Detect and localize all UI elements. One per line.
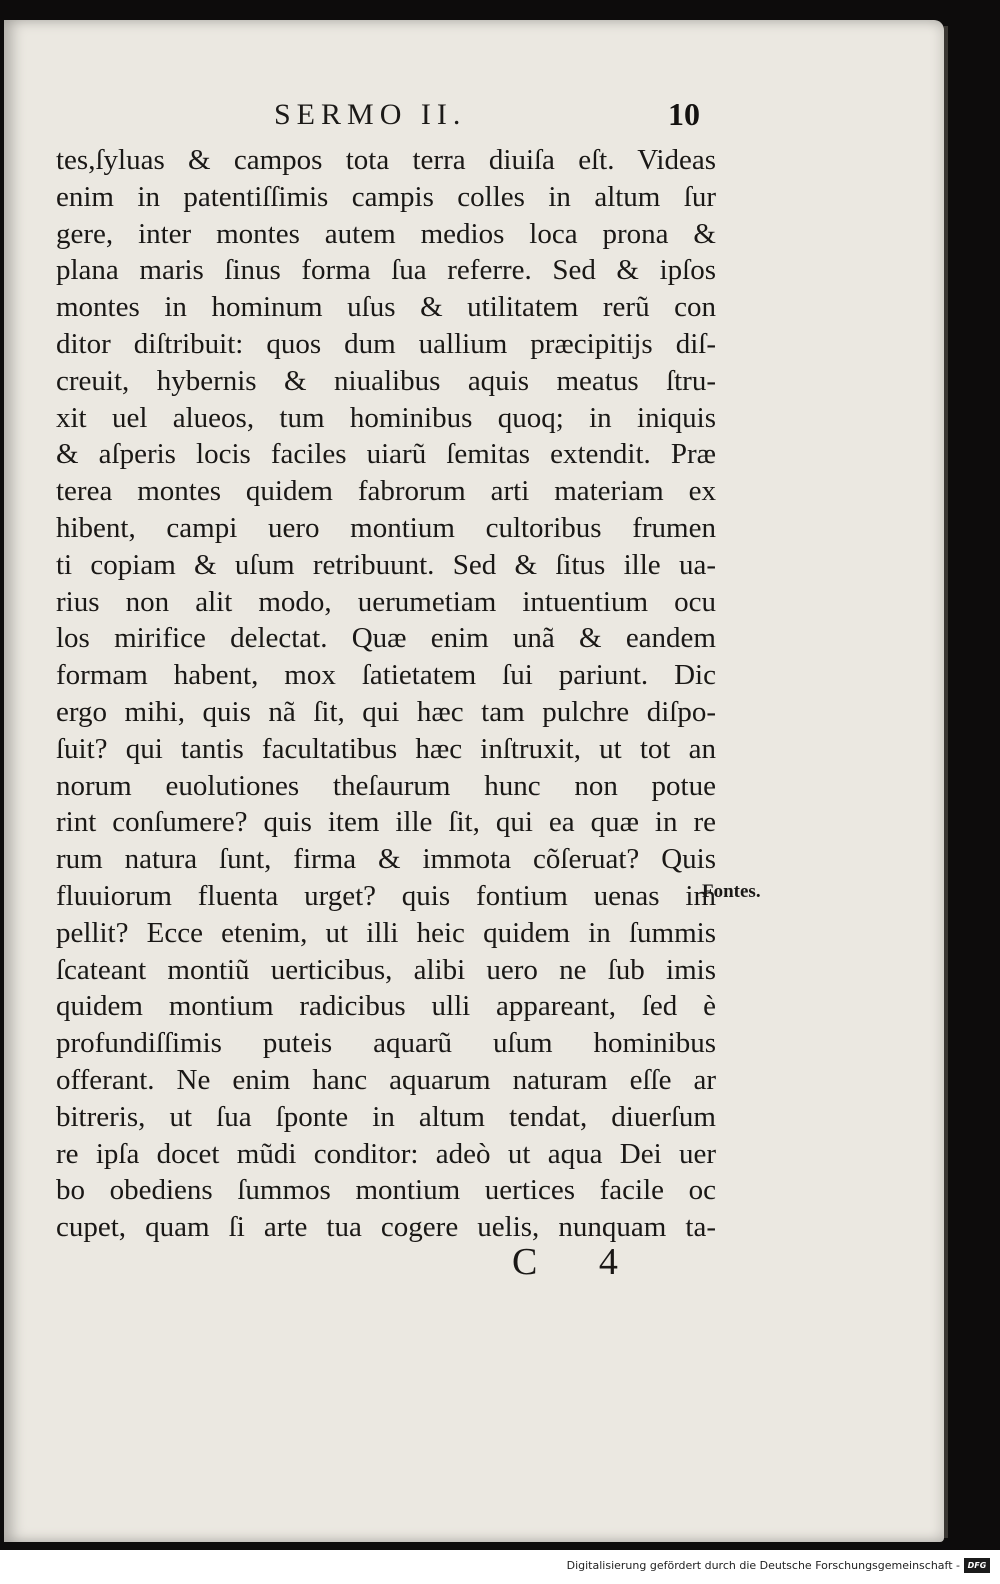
text-line: quidem montium radicibus ulli appareant, ſed è xyxy=(56,990,716,1023)
footer-bar xyxy=(0,1550,1000,1584)
book-page xyxy=(4,20,944,1542)
text-line: plana maris ſinus forma ſua referre. Sed & ipſos xyxy=(56,254,716,287)
text-line: xit uel alueos, tum hominibus quoq; in iniquis xyxy=(56,401,716,434)
text-line: ditor diſtribuit: quos dum uallium præcipitijs diſ- xyxy=(56,327,716,360)
text-line: ſcateant montiũ uerticibus, alibi uero ne ſub imis xyxy=(56,953,716,986)
running-head: SERMO II. xyxy=(274,98,467,131)
text-line: ergo mihi, quis nã ſit, qui hæc tam pulchre diſpo- xyxy=(56,695,716,728)
folio-number: 10 xyxy=(668,96,700,132)
text-line: rint conſumere? quis item ille ſit, qui ea quæ in re xyxy=(56,806,716,839)
text-line: gere, inter montes autem medios loca prona & xyxy=(56,217,716,250)
text-line: montes in hominum uſus & utilitatem rerũ con xyxy=(56,291,716,324)
text-line: bo obediens ſummos montium uertices facile oc xyxy=(56,1174,716,1207)
text-line: formam habent, mox ſatietatem ſui pariunt. Dic xyxy=(56,659,716,692)
text-line: los mirifice delectat. Quæ enim unã & eandem xyxy=(56,622,716,655)
text-line: pellit? Ecce etenim, ut illi heic quidem in ſummis xyxy=(56,916,716,949)
text-line: re ipſa docet mũdi conditor: adeò ut aqua Dei uer xyxy=(56,1137,716,1170)
text-line: rum natura ſunt, firma & immota cõſeruat? Quis xyxy=(56,843,716,876)
signature-mark: C 4 xyxy=(512,1241,644,1283)
text-line: cupet, quam ſi arte tua cogere uelis, nunquam ta- xyxy=(56,1211,716,1244)
text-line: terea montes quidem fabrorum arti materiam ex xyxy=(56,475,716,508)
text-line: creuit, hybernis & niualibus aquis meatus ſtru- xyxy=(56,364,716,397)
marginal-note: Fontes. xyxy=(702,881,761,902)
text-line: enim in patentiſſimis campis colles in altum ſur xyxy=(56,180,716,213)
dfg-logo: DFG xyxy=(964,1558,990,1573)
text-block xyxy=(56,142,716,1246)
text-line: hibent, campi uero montium cultoribus frumen xyxy=(56,511,716,544)
text-line: bitreris, ut ſua ſponte in altum tendat, diuerſum xyxy=(56,1100,716,1133)
text-line: ti copiam & uſum retribuunt. Sed & ſitus ille ua- xyxy=(56,548,716,581)
page-edge xyxy=(944,26,948,1538)
text-line: fluuiorum fluenta urget? quis fontium uenas im xyxy=(56,879,716,912)
text-line: tes,ſyluas & campos tota terra diuiſa eſt. Videas xyxy=(56,144,716,176)
footer-credit: Digitalisierung gefördert durch die Deutsche Forschungsgemeinschaft - xyxy=(566,1559,960,1572)
text-line: rius non alit modo, uerumetiam intuentium ocu xyxy=(56,585,716,618)
text-line: ſuit? qui tantis facultatibus hæc inſtruxit, ut tot an xyxy=(56,732,716,765)
text-line: offerant. Ne enim hanc aquarum naturam eſſe ar xyxy=(56,1063,716,1096)
text-line: norum euolutiones theſaurum hunc non potue xyxy=(56,769,716,802)
text-line: & aſperis locis faciles uiarũ ſemitas extendit. Præ xyxy=(56,438,716,471)
text-line: profundiſſimis puteis aquarũ uſum hominibus xyxy=(56,1027,716,1060)
